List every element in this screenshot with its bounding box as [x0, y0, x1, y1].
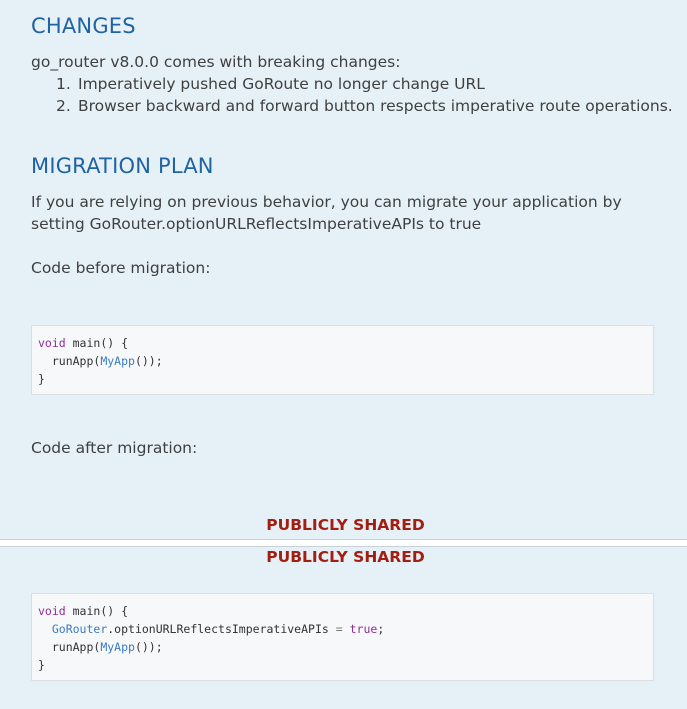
code-text: runApp(: [38, 640, 101, 654]
code-text: main() {: [65, 336, 129, 350]
code-text: [343, 622, 350, 636]
code-text: ());: [134, 354, 163, 368]
code-class: MyApp: [100, 354, 135, 368]
code-text: .optionURLReflectsImperativeAPIs: [107, 622, 336, 636]
code-block-after: [31, 593, 654, 681]
code-block-before: [31, 325, 654, 395]
code-before-label: Code before migration:: [31, 259, 211, 277]
migration-description: If you are relying on previous behavior, you can migrate your application by setting GoRouter.optionURLReflectsImperativeAPIs to true: [31, 193, 622, 233]
code-text: ;: [377, 622, 385, 636]
changes-intro: go_router v8.0.0 comes with breaking changes:: [31, 53, 401, 71]
changes-list: [56, 73, 673, 117]
list-item: [56, 95, 673, 117]
code-keyword: void: [38, 336, 66, 350]
code-after-label: Code after migration:: [31, 439, 198, 457]
code-text: }: [38, 658, 45, 672]
list-item-text: Imperatively pushed GoRoute no longer change URL: [78, 75, 485, 93]
list-item-text: Browser backward and forward button respects imperative route operations.: [78, 97, 673, 115]
code-text: runApp(: [38, 354, 101, 368]
code-text: }: [38, 372, 45, 386]
watermark-top: PUBLICLY SHARED: [266, 516, 425, 534]
code-class: MyApp: [100, 640, 135, 654]
changes-heading: CHANGES: [31, 14, 136, 38]
code-text: main() {: [65, 604, 129, 618]
code-keyword: void: [38, 604, 66, 618]
code-literal: true: [349, 622, 378, 636]
code-class: GoRouter: [51, 622, 108, 636]
list-item-number: 1.: [56, 75, 71, 93]
code-operator: =: [335, 622, 343, 636]
list-item-number: 2.: [56, 97, 71, 115]
migration-heading: MIGRATION PLAN: [31, 154, 214, 178]
code-text: [38, 622, 52, 636]
watermark-bottom: PUBLICLY SHARED: [266, 548, 425, 566]
page-break-divider: [0, 539, 687, 547]
list-item: [56, 73, 673, 95]
code-text: ());: [134, 640, 163, 654]
